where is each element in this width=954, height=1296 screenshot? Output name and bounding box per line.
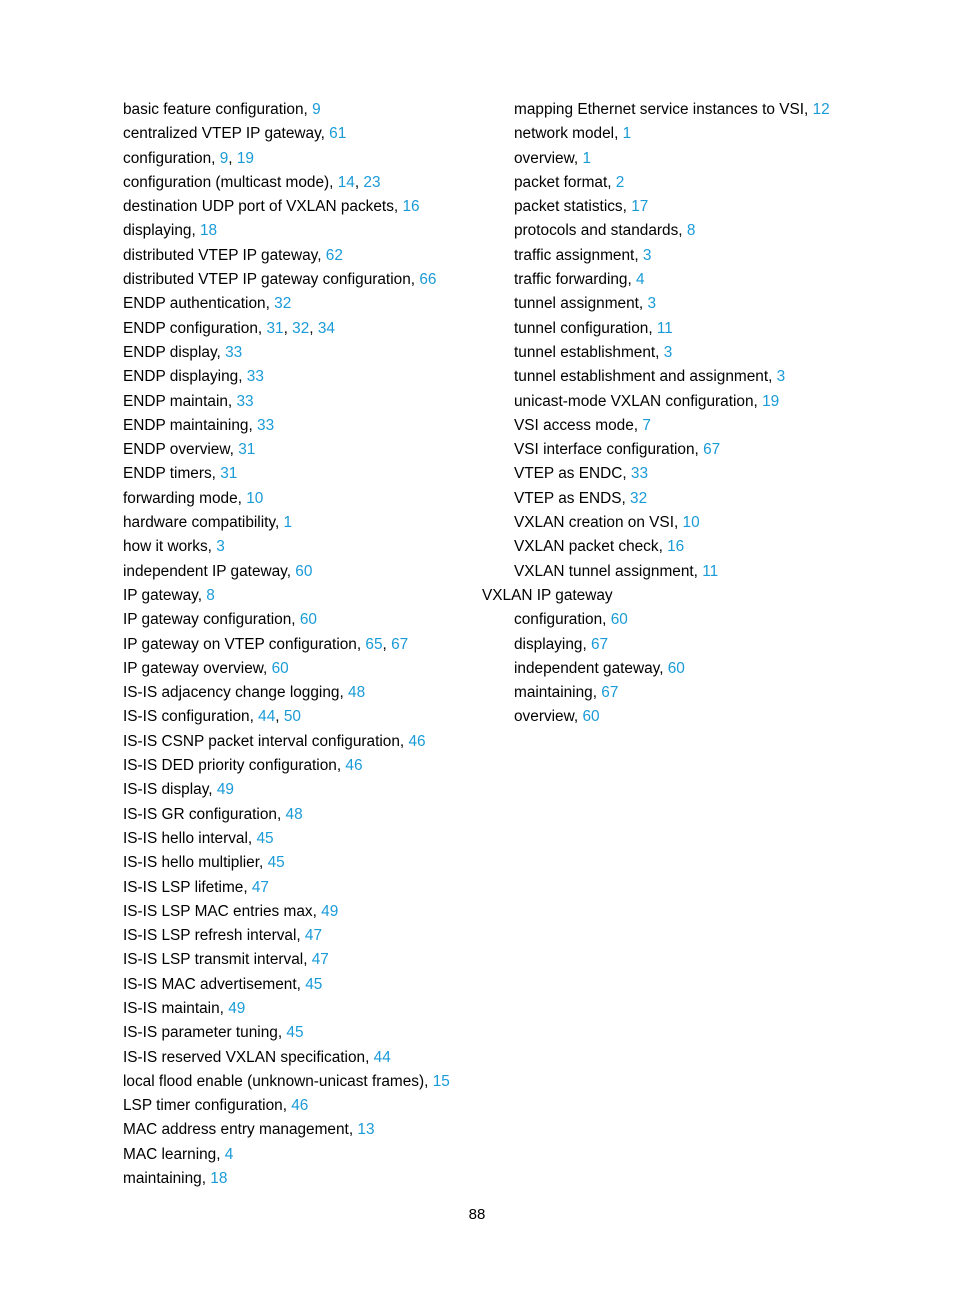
page-link[interactable]: 8 (206, 586, 215, 604)
index-term: IS-IS reserved VXLAN specification, (123, 1048, 374, 1066)
index-entry (123, 608, 468, 632)
page-link[interactable]: 47 (311, 951, 329, 969)
index-term: VSI access mode, (514, 416, 643, 434)
index-entry (123, 292, 468, 316)
page-link[interactable]: 60 (295, 562, 313, 580)
index-term: distributed VTEP IP gateway, (123, 246, 326, 264)
index-term: mapping Ethernet service instances to VSI, (514, 101, 813, 118)
page-link[interactable]: 23 (363, 173, 381, 191)
index-term: traffic assignment, (514, 246, 643, 264)
index-term: IP gateway on VTEP configuration, (123, 635, 366, 653)
index-entry (123, 730, 468, 754)
index-entry (123, 657, 468, 681)
index-term: IS-IS display, (123, 781, 217, 799)
index-term: configuration, (123, 149, 220, 167)
index-entry (123, 365, 468, 389)
index-term: displaying, (123, 222, 200, 240)
page-link[interactable]: 9 (312, 101, 321, 118)
index-entry (123, 147, 468, 171)
index-entry (123, 876, 468, 900)
index-entry (482, 438, 882, 462)
index-term: how it works, (123, 538, 217, 556)
index-term: IS-IS CSNP packet interval configuration, (123, 732, 409, 750)
page-link[interactable]: 48 (348, 684, 366, 702)
page-link[interactable]: 3 (642, 246, 652, 264)
index-entry (123, 1167, 468, 1191)
index-entry (123, 584, 468, 608)
index-entry (123, 778, 468, 802)
index-term: overview, (514, 149, 583, 167)
index-term: destination UDP port of VXLAN packets, (123, 198, 403, 216)
index-entry (482, 487, 882, 511)
index-entry (482, 414, 882, 438)
page-link[interactable]: 49 (228, 999, 246, 1017)
index-term: overview, (514, 708, 583, 726)
index-term: IS-IS LSP transmit interval, (123, 951, 312, 969)
index-entry (123, 487, 468, 511)
page-link[interactable]: 10 (246, 489, 264, 507)
index-entry (482, 462, 882, 486)
index-entry (482, 244, 882, 268)
index-entry (123, 900, 468, 924)
index-term: IS-IS maintain, (123, 999, 229, 1017)
index-term: ENDP authentication, (123, 295, 275, 313)
page-link[interactable]: 31 (220, 465, 238, 483)
page-link[interactable]: 9 (219, 149, 229, 167)
index-entry (482, 681, 882, 705)
index-term: network model, (514, 125, 623, 143)
index-term: IS-IS adjacency change logging, (123, 684, 349, 702)
index-term: forwarding mode, (123, 489, 247, 507)
index-entry (123, 1118, 468, 1142)
index-entry (123, 244, 468, 268)
index-term: MAC address entry management, (123, 1121, 358, 1139)
page-link[interactable]: 34 (317, 319, 335, 337)
index-entry (482, 317, 882, 341)
index-term: maintaining, (514, 684, 602, 702)
page-link[interactable]: 47 (304, 927, 323, 945)
index-entry (123, 390, 468, 414)
page-link[interactable]: 18 (200, 222, 218, 240)
index-term: IS-IS GR configuration, (123, 805, 286, 823)
index-term: IS-IS LSP lifetime, (123, 878, 252, 896)
index-entry (482, 341, 882, 365)
page-link[interactable]: 62 (325, 246, 343, 264)
index-entry (123, 414, 468, 438)
page-link[interactable]: 48 (285, 805, 303, 823)
page-link[interactable]: 14 (337, 173, 355, 191)
page-link[interactable]: 45 (256, 829, 274, 847)
index-term: ENDP timers, (123, 465, 221, 483)
index-term: tunnel assignment, (514, 295, 648, 313)
index-entry (482, 268, 882, 292)
index-term: IP gateway configuration, (123, 611, 300, 629)
index-term: basic feature configuration, (123, 101, 313, 118)
page-link[interactable]: 31 (266, 319, 284, 337)
page-link[interactable]: 60 (610, 611, 628, 629)
index-entry (482, 584, 882, 608)
page-link[interactable]: 15 (432, 1072, 450, 1090)
index-entry (482, 365, 882, 389)
page-link[interactable]: 45 (267, 854, 285, 872)
page-link[interactable]: 19 (762, 392, 780, 410)
index-entry (123, 98, 468, 122)
index-term: VTEP as ENDC, (514, 465, 631, 483)
page-link[interactable]: 44 (258, 708, 276, 726)
index-entry (123, 535, 468, 559)
index-term: ENDP display, (123, 343, 226, 361)
index-entry (123, 1143, 468, 1167)
index-term: displaying, (514, 635, 591, 653)
index-term: VSI interface configuration, (514, 441, 704, 459)
index-entry (123, 681, 468, 705)
index-term: tunnel establishment, (514, 343, 664, 361)
index-term: packet format, (514, 173, 616, 191)
page-link[interactable]: 19 (236, 149, 254, 167)
page-number: 88 (468, 1206, 486, 1223)
index-term: maintaining, (123, 1170, 211, 1188)
page-link[interactable]: 45 (286, 1024, 304, 1042)
page-link[interactable]: 49 (321, 902, 339, 920)
page-link[interactable]: 11 (656, 319, 673, 337)
page-link[interactable]: 32 (630, 489, 648, 507)
index-term: packet statistics, (514, 198, 632, 216)
page-link[interactable]: 67 (591, 635, 609, 653)
index-term: traffic forwarding, (514, 271, 637, 289)
index-term: MAC learning, (123, 1145, 225, 1163)
index-entry (123, 633, 468, 657)
index-term: protocols and standards, (514, 222, 687, 240)
index-entry (123, 924, 468, 948)
index-term: local flood enable (unknown-unicast frames), (123, 1072, 433, 1090)
index-entry (123, 705, 468, 729)
index-term: VTEP as ENDS, (514, 489, 631, 507)
index-entry (482, 98, 882, 122)
index-term: tunnel establishment and assignment, (514, 368, 777, 386)
page-link[interactable]: 33 (257, 416, 275, 434)
page-link[interactable]: 65 (365, 635, 383, 653)
index-term: IS-IS LSP MAC entries max, (123, 902, 322, 920)
index-column-right (482, 98, 882, 730)
index-entry (123, 511, 468, 535)
page-link[interactable]: 11 (702, 562, 719, 580)
page-link[interactable]: 1 (622, 125, 632, 143)
page-link[interactable]: 60 (667, 659, 685, 677)
page-link[interactable]: 32 (274, 295, 292, 313)
page-link[interactable]: 47 (251, 878, 269, 896)
page-link[interactable]: 13 (357, 1121, 375, 1139)
index-entry (482, 633, 882, 657)
index-entry (482, 560, 882, 584)
index-term: VXLAN tunnel assignment, (514, 562, 703, 580)
index-entry (123, 803, 468, 827)
index-term: VXLAN creation on VSI, (514, 514, 683, 532)
index-entry (123, 1046, 468, 1070)
index-entry (123, 997, 468, 1021)
page-link[interactable]: 12 (812, 101, 830, 118)
page-link[interactable]: 33 (630, 465, 649, 483)
page-link[interactable]: 33 (225, 343, 243, 361)
index-column-left (123, 98, 468, 1191)
index-entry (482, 657, 882, 681)
index-entry (123, 754, 468, 778)
page-link[interactable]: 67 (601, 684, 619, 702)
page-link[interactable]: 45 (305, 975, 323, 993)
index-entry (123, 195, 468, 219)
index-entry (123, 171, 468, 195)
index-term: centralized VTEP IP gateway, (123, 125, 330, 143)
index-entry (123, 948, 468, 972)
index-term: ENDP maintaining, (123, 416, 258, 434)
index-term: IS-IS parameter tuning, (123, 1024, 287, 1042)
index-entry (482, 122, 882, 146)
page-link[interactable]: 1 (582, 149, 591, 167)
page-link[interactable]: 4 (636, 271, 645, 289)
page-separator: , (309, 319, 318, 337)
page-link[interactable]: 60 (299, 611, 317, 629)
page-link[interactable]: 61 (329, 125, 347, 143)
page-link[interactable]: 3 (663, 343, 673, 361)
index-entry (482, 390, 882, 414)
index-term: tunnel configuration, (514, 319, 657, 337)
page-link[interactable]: 67 (703, 441, 721, 459)
page-link[interactable]: 46 (408, 732, 426, 750)
index-entry (123, 462, 468, 486)
index-entry (123, 1021, 468, 1045)
index-entry (123, 1070, 468, 1094)
index-entry (123, 560, 468, 584)
index-term: IS-IS DED priority configuration, (123, 757, 346, 775)
index-entry (123, 973, 468, 997)
page-link[interactable]: 4 (224, 1145, 234, 1163)
index-term: IS-IS hello interval, (123, 829, 257, 847)
page-link[interactable]: 60 (582, 708, 600, 726)
index-entry (482, 171, 882, 195)
page-link[interactable]: 18 (210, 1170, 228, 1188)
index-entry (482, 511, 882, 535)
page-separator: , (283, 319, 293, 337)
index-term: VXLAN IP gateway (482, 586, 613, 604)
page-link[interactable]: 16 (402, 198, 420, 216)
index-entry (482, 292, 882, 316)
index-entry (123, 268, 468, 292)
page-link[interactable]: 33 (236, 392, 254, 410)
index-term: IS-IS MAC advertisement, (123, 975, 306, 993)
index-entry (123, 341, 468, 365)
page-separator: , (228, 149, 237, 167)
index-term: independent gateway, (514, 659, 668, 677)
page-link[interactable]: 2 (615, 173, 625, 191)
page-link[interactable]: 7 (642, 416, 651, 434)
index-term: distributed VTEP IP gateway configuration, (123, 271, 420, 289)
index-term: hardware compatibility, (123, 514, 284, 532)
index-term: IS-IS LSP refresh interval, (123, 927, 305, 945)
index-entry (123, 438, 468, 462)
index-term: unicast-mode VXLAN configuration, (514, 392, 763, 410)
page-separator: , (275, 708, 284, 726)
page-link[interactable]: 10 (682, 514, 700, 532)
index-entry (482, 705, 882, 729)
page-link[interactable]: 16 (667, 538, 685, 556)
index-entry (123, 219, 468, 243)
page-link[interactable]: 32 (292, 319, 310, 337)
index-term: IS-IS hello multiplier, (123, 854, 268, 872)
page-link[interactable]: 66 (419, 271, 437, 289)
index-entry (123, 851, 468, 875)
index-entry (482, 195, 882, 219)
page-link[interactable]: 46 (291, 1097, 309, 1115)
page-link[interactable]: 60 (271, 659, 289, 677)
page-link[interactable]: 8 (686, 222, 696, 240)
index-term: IP gateway overview, (123, 659, 272, 677)
index-entry (482, 608, 882, 632)
index-entry (123, 122, 468, 146)
page-separator: , (382, 635, 392, 653)
page-link[interactable]: 33 (246, 368, 264, 386)
index-term: ENDP displaying, (123, 368, 247, 386)
index-entry (482, 219, 882, 243)
index-entry (482, 535, 882, 559)
index-term: ENDP configuration, (123, 319, 267, 337)
page-link[interactable]: 44 (373, 1048, 391, 1066)
index-term: ENDP overview, (123, 441, 239, 459)
index-term: configuration (multicast mode), (123, 173, 338, 191)
page-link[interactable]: 31 (238, 441, 256, 459)
page-link[interactable]: 50 (283, 708, 301, 726)
index-term: LSP timer configuration, (123, 1097, 292, 1115)
index-entry (123, 827, 468, 851)
page-link[interactable]: 3 (647, 295, 657, 313)
page-link[interactable]: 46 (345, 757, 363, 775)
page-link[interactable]: 67 (391, 635, 409, 653)
page-link[interactable]: 49 (216, 781, 234, 799)
page-link[interactable]: 1 (283, 514, 293, 532)
page-link[interactable]: 3 (216, 538, 225, 556)
index-term: IS-IS configuration, (123, 708, 259, 726)
index-entry (123, 1094, 468, 1118)
page-separator: , (354, 173, 364, 191)
page-link[interactable]: 3 (776, 368, 786, 386)
index-term: ENDP maintain, (123, 392, 237, 410)
page-link[interactable]: 17 (631, 198, 649, 216)
index-entry (482, 147, 882, 171)
index-term: IP gateway, (123, 586, 207, 604)
index-term: configuration, (514, 611, 611, 629)
index-term: VXLAN packet check, (514, 538, 668, 556)
index-entry (123, 317, 468, 341)
index-term: independent IP gateway, (123, 562, 296, 580)
